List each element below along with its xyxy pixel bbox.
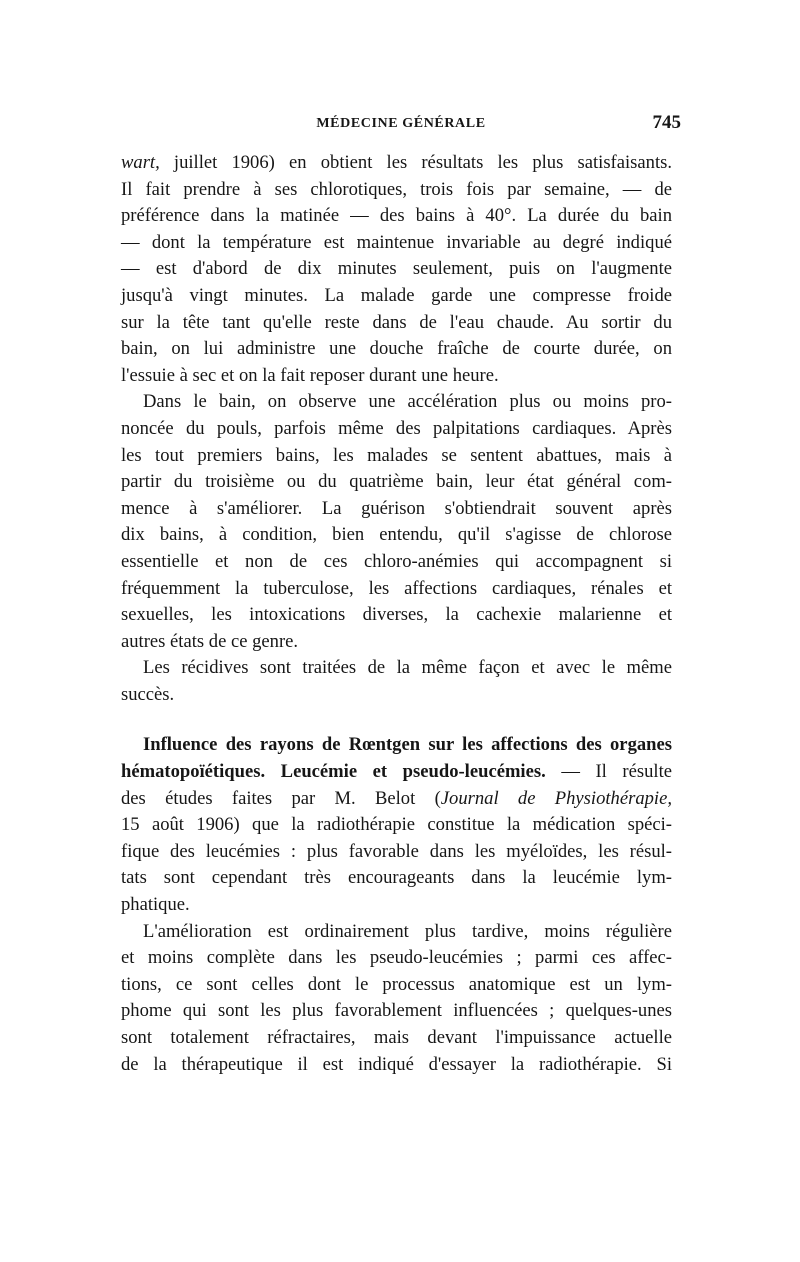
text-line: Dans le bain, on observe une accélération plus ou moins pro- [143, 391, 672, 413]
running-title: MÉDECINE GÉNÉRALE [316, 116, 486, 131]
section-heading-fragment: hématopoïétiques. Leucémie et pseudo-leucémies. [121, 761, 546, 783]
text-line: fique des leucémies : plus favorable dans les myéloïdes, les résul- [121, 840, 672, 862]
text-line: phome qui sont les plus favorablement influencées ; quelques-unes [121, 1000, 672, 1022]
text-line: Les récidives sont traitées de la même façon et avec le même [143, 657, 672, 679]
italic-fragment: wart, [121, 152, 160, 173]
text-line: partir du troisième ou du quatrième bain, leur état général com- [121, 471, 672, 493]
text-line: mence à s'améliorer. La guérison s'obtiendrait souvent après [121, 497, 672, 519]
section-gap [121, 708, 672, 732]
text-line: jusqu'à vingt minutes. La malade garde une compresse froide [121, 284, 672, 306]
text-fragment: — Il résulte [545, 761, 672, 783]
body-text [121, 150, 672, 1078]
text-line: sont totalement réfractaires, mais devant l'impuissance actuelle [121, 1027, 672, 1048]
text-line: autres états de ce genre. [121, 630, 299, 652]
text-line: de la thérapeutique il est indiqué d'essayer la radiothérapie. Si [121, 1053, 672, 1075]
journal-title: Journal de Physiothérapie, [440, 787, 672, 809]
text-fragment: des études faites par M. Belot ( [121, 787, 441, 809]
text-line: succès. [121, 683, 175, 705]
text-line: bain, on lui administre une douche fraîche de courte durée, on [121, 338, 672, 360]
text-line [121, 759, 672, 786]
running-head [121, 112, 681, 140]
text-line: phatique. [121, 894, 190, 916]
text-line: dix bains, à condition, bien entendu, qu'il s'agisse de chlorose [121, 524, 672, 546]
paragraph-roentgen-rays [121, 732, 672, 918]
paragraph-bath-effects [121, 389, 672, 655]
text-line: essentielle et non de ces chloro-anémies qui accompagnent si [121, 550, 672, 572]
paragraph-chlorosis-baths [121, 150, 672, 389]
text-line: — est d'abord de dix minutes seulement, puis on l'augmente [121, 258, 672, 280]
text-line: l'essuie à sec et on la fait reposer durant une heure. [121, 364, 499, 386]
page-number: 745 [652, 112, 681, 133]
text-line: tats sont cependant très encourageants dans la leucémie lym- [121, 867, 672, 889]
section-heading-line: Influence des rayons de Rœntgen sur les affections des organes [143, 734, 672, 756]
text-line: — dont la température est maintenue invariable au degré indiqué [121, 231, 672, 253]
text-line: préférence dans la matinée — des bains à 40°. La durée du bain [121, 205, 672, 227]
text-line [121, 150, 672, 177]
paragraph-recurrences [121, 655, 672, 708]
text-line: tions, ce sont celles dont le processus anatomique est un lym- [121, 973, 672, 995]
text-line: les tout premiers bains, les malades se sentent abattues, mais à [121, 444, 672, 466]
text-line: sur la tête tant qu'elle reste dans de l'eau chaude. Au sortir du [121, 311, 672, 333]
text-line [121, 786, 672, 813]
text-line: et moins complète dans les pseudo-leucémies ; parmi ces affec- [121, 947, 672, 969]
text-line: 15 août 1906) que la radiothérapie constitue la médication spéci- [121, 814, 672, 836]
text-line: noncée du pouls, parfois même des palpitations cardiaques. Après [121, 417, 672, 439]
text-line: fréquemment la tuberculose, les affections cardiaques, rénales et [121, 577, 672, 599]
text-fragment: juillet 1906) en obtient les résultats les plus satisfaisants. [159, 152, 672, 173]
text-line: sexuelles, les intoxications diverses, la cachexie malarienne et [121, 604, 672, 626]
paragraph-pseudo-leukemias [121, 919, 672, 1079]
text-line: L'amélioration est ordinairement plus tardive, moins régulière [143, 920, 672, 942]
text-line: Il fait prendre à ses chlorotiques, trois fois par semaine, — de [121, 178, 672, 200]
